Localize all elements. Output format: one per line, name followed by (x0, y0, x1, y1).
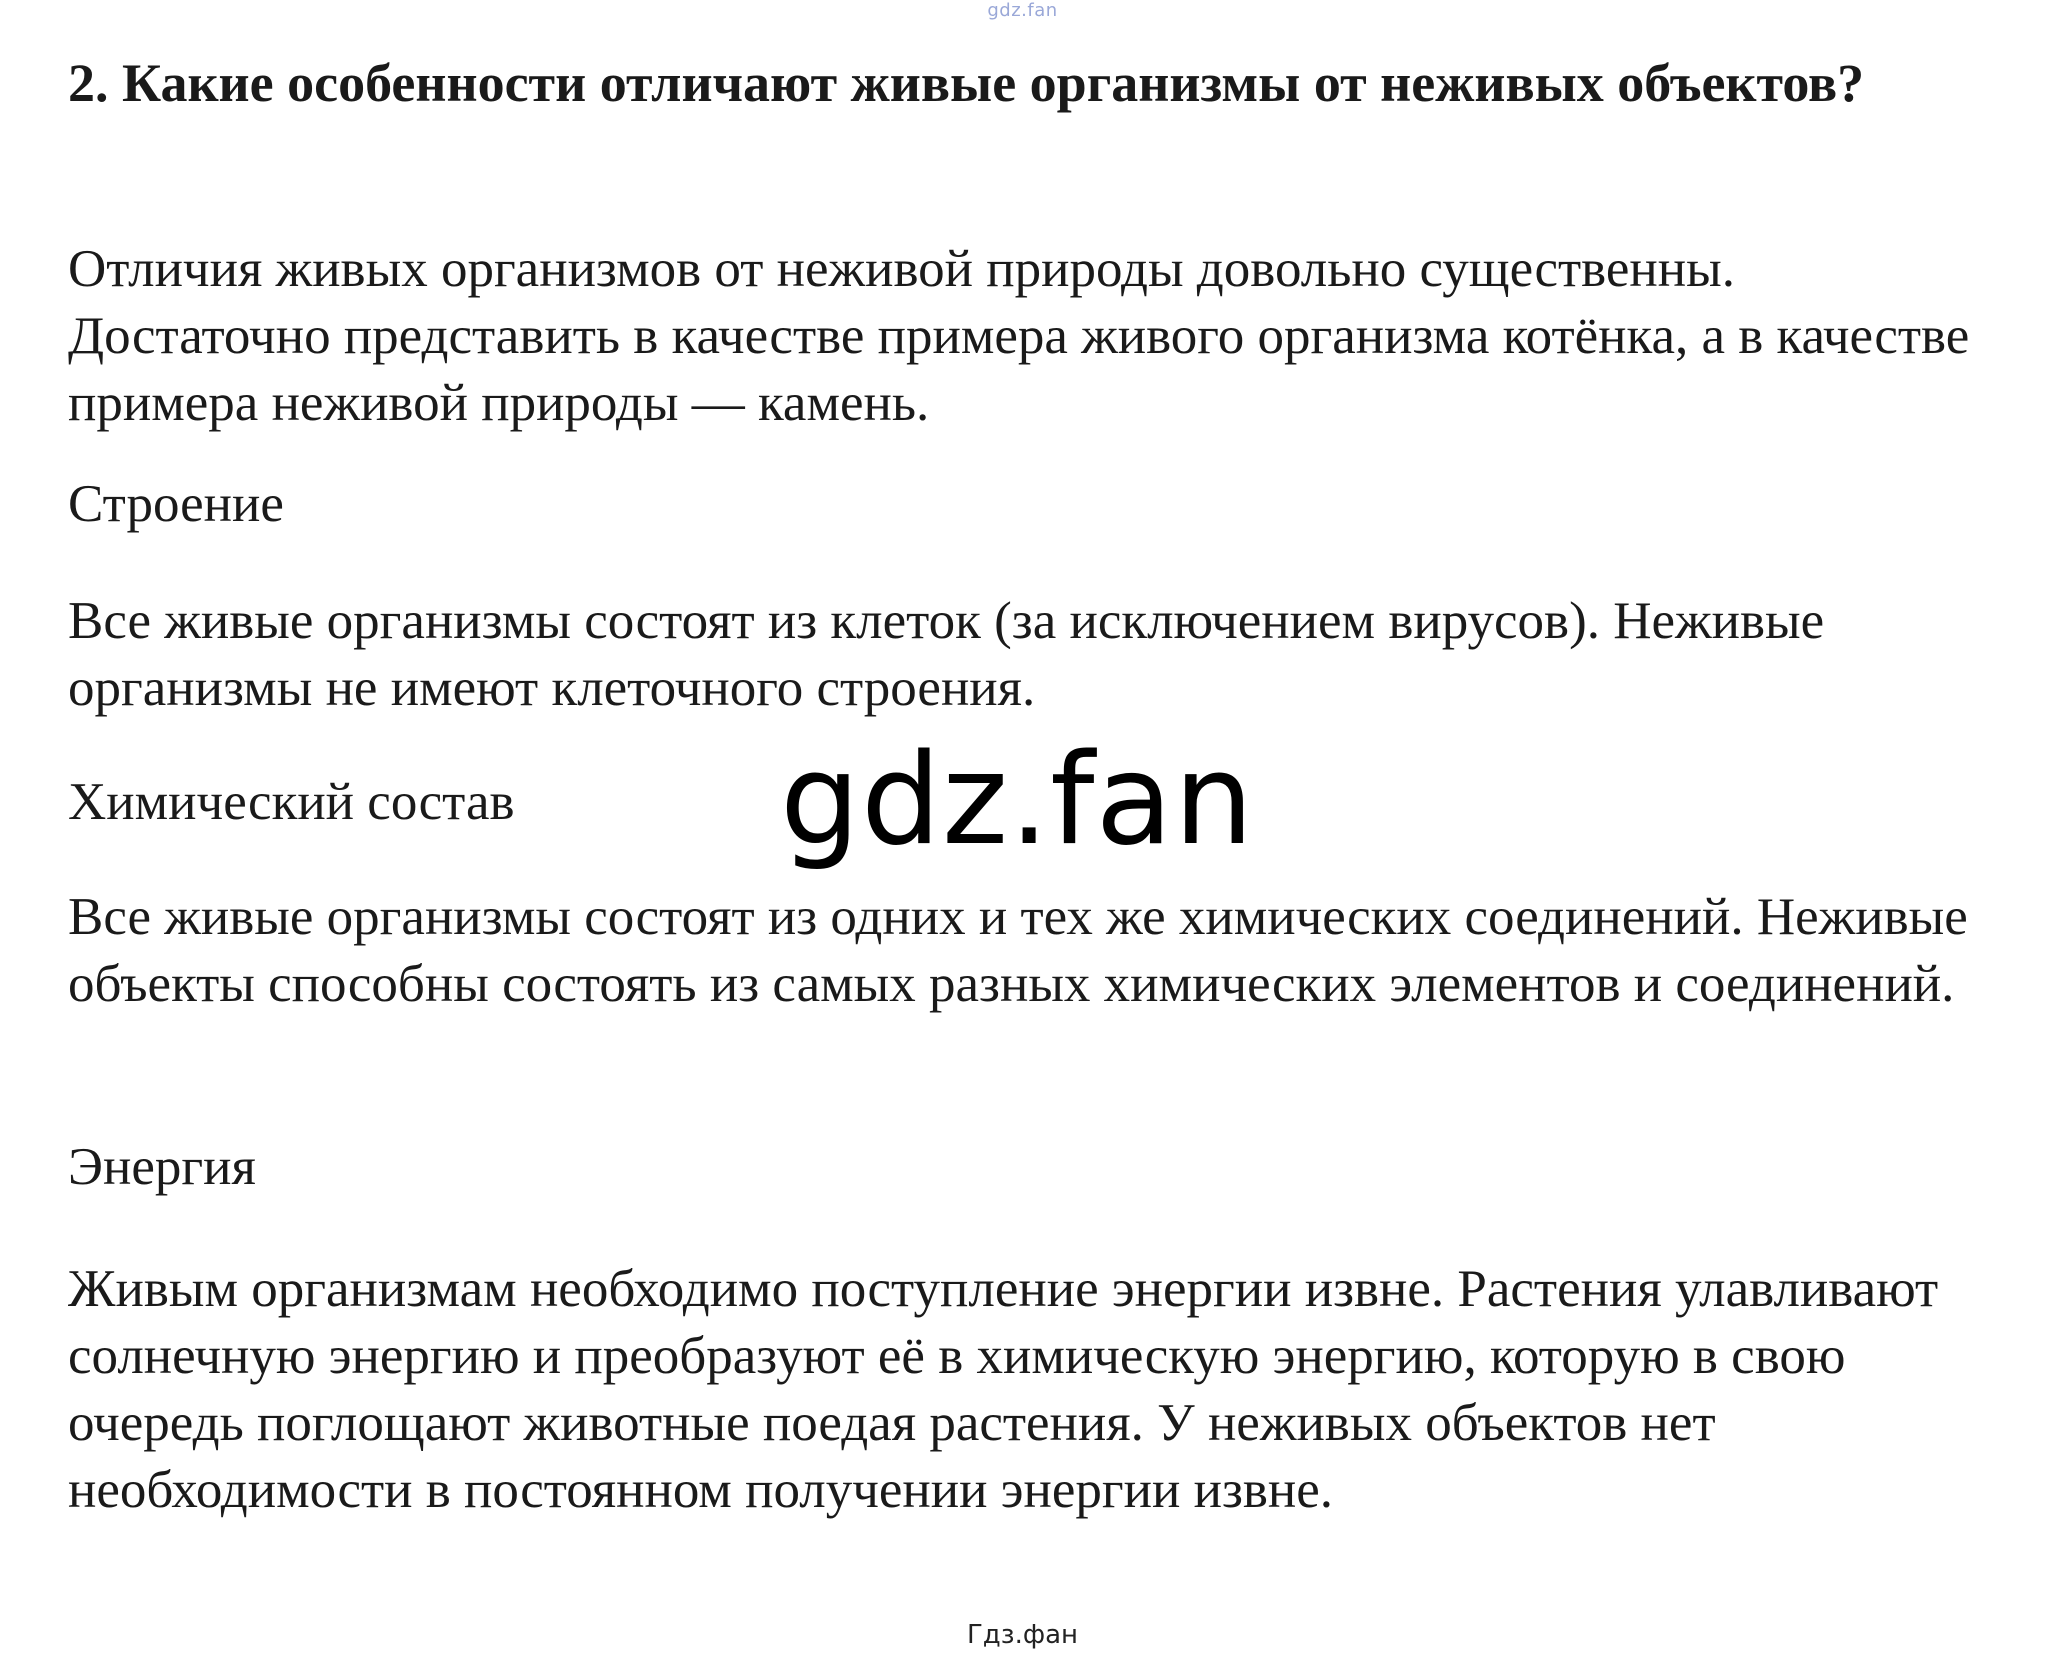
footer-watermark: Гдз.фан (966, 1620, 1079, 1650)
top-watermark: gdz.fan (987, 0, 1058, 21)
section-text-chemistry: Все живые организмы состоят из одних и тех же химических соединений. Неживые объекты способны состоять из самых разных химических элементов и соединений. (68, 888, 1968, 1013)
center-watermark: gdz.fan (780, 726, 1255, 873)
section-heading-chemistry: Химический состав (68, 773, 515, 831)
section-text-energy: Живым организмам необходимо поступление энергии извне. Растения улавливают солнечную энергию и преобразуют её в химическую энергию, которую в свою очередь поглощают животные поедая растения. У неживых объектов нет необходимости в постоянном получении энергии извне. (68, 1260, 1939, 1519)
section-heading-energy: Энергия (68, 1138, 256, 1196)
question-title: 2. Какие особенности отличают живые организмы от неживых объектов? (68, 53, 1865, 113)
section-text-structure: Все живые организмы состоят из клеток (за исключением вирусов). Неживые организмы не имеют клеточного строения. (68, 592, 1825, 717)
section-heading-structure: Строение (68, 475, 284, 533)
intro-paragraph: Отличия живых организмов от неживой природы довольно существенны. Достаточно представить в качестве примера живого организма котёнка, а в качестве примера неживой природы — камень. (68, 240, 1970, 432)
